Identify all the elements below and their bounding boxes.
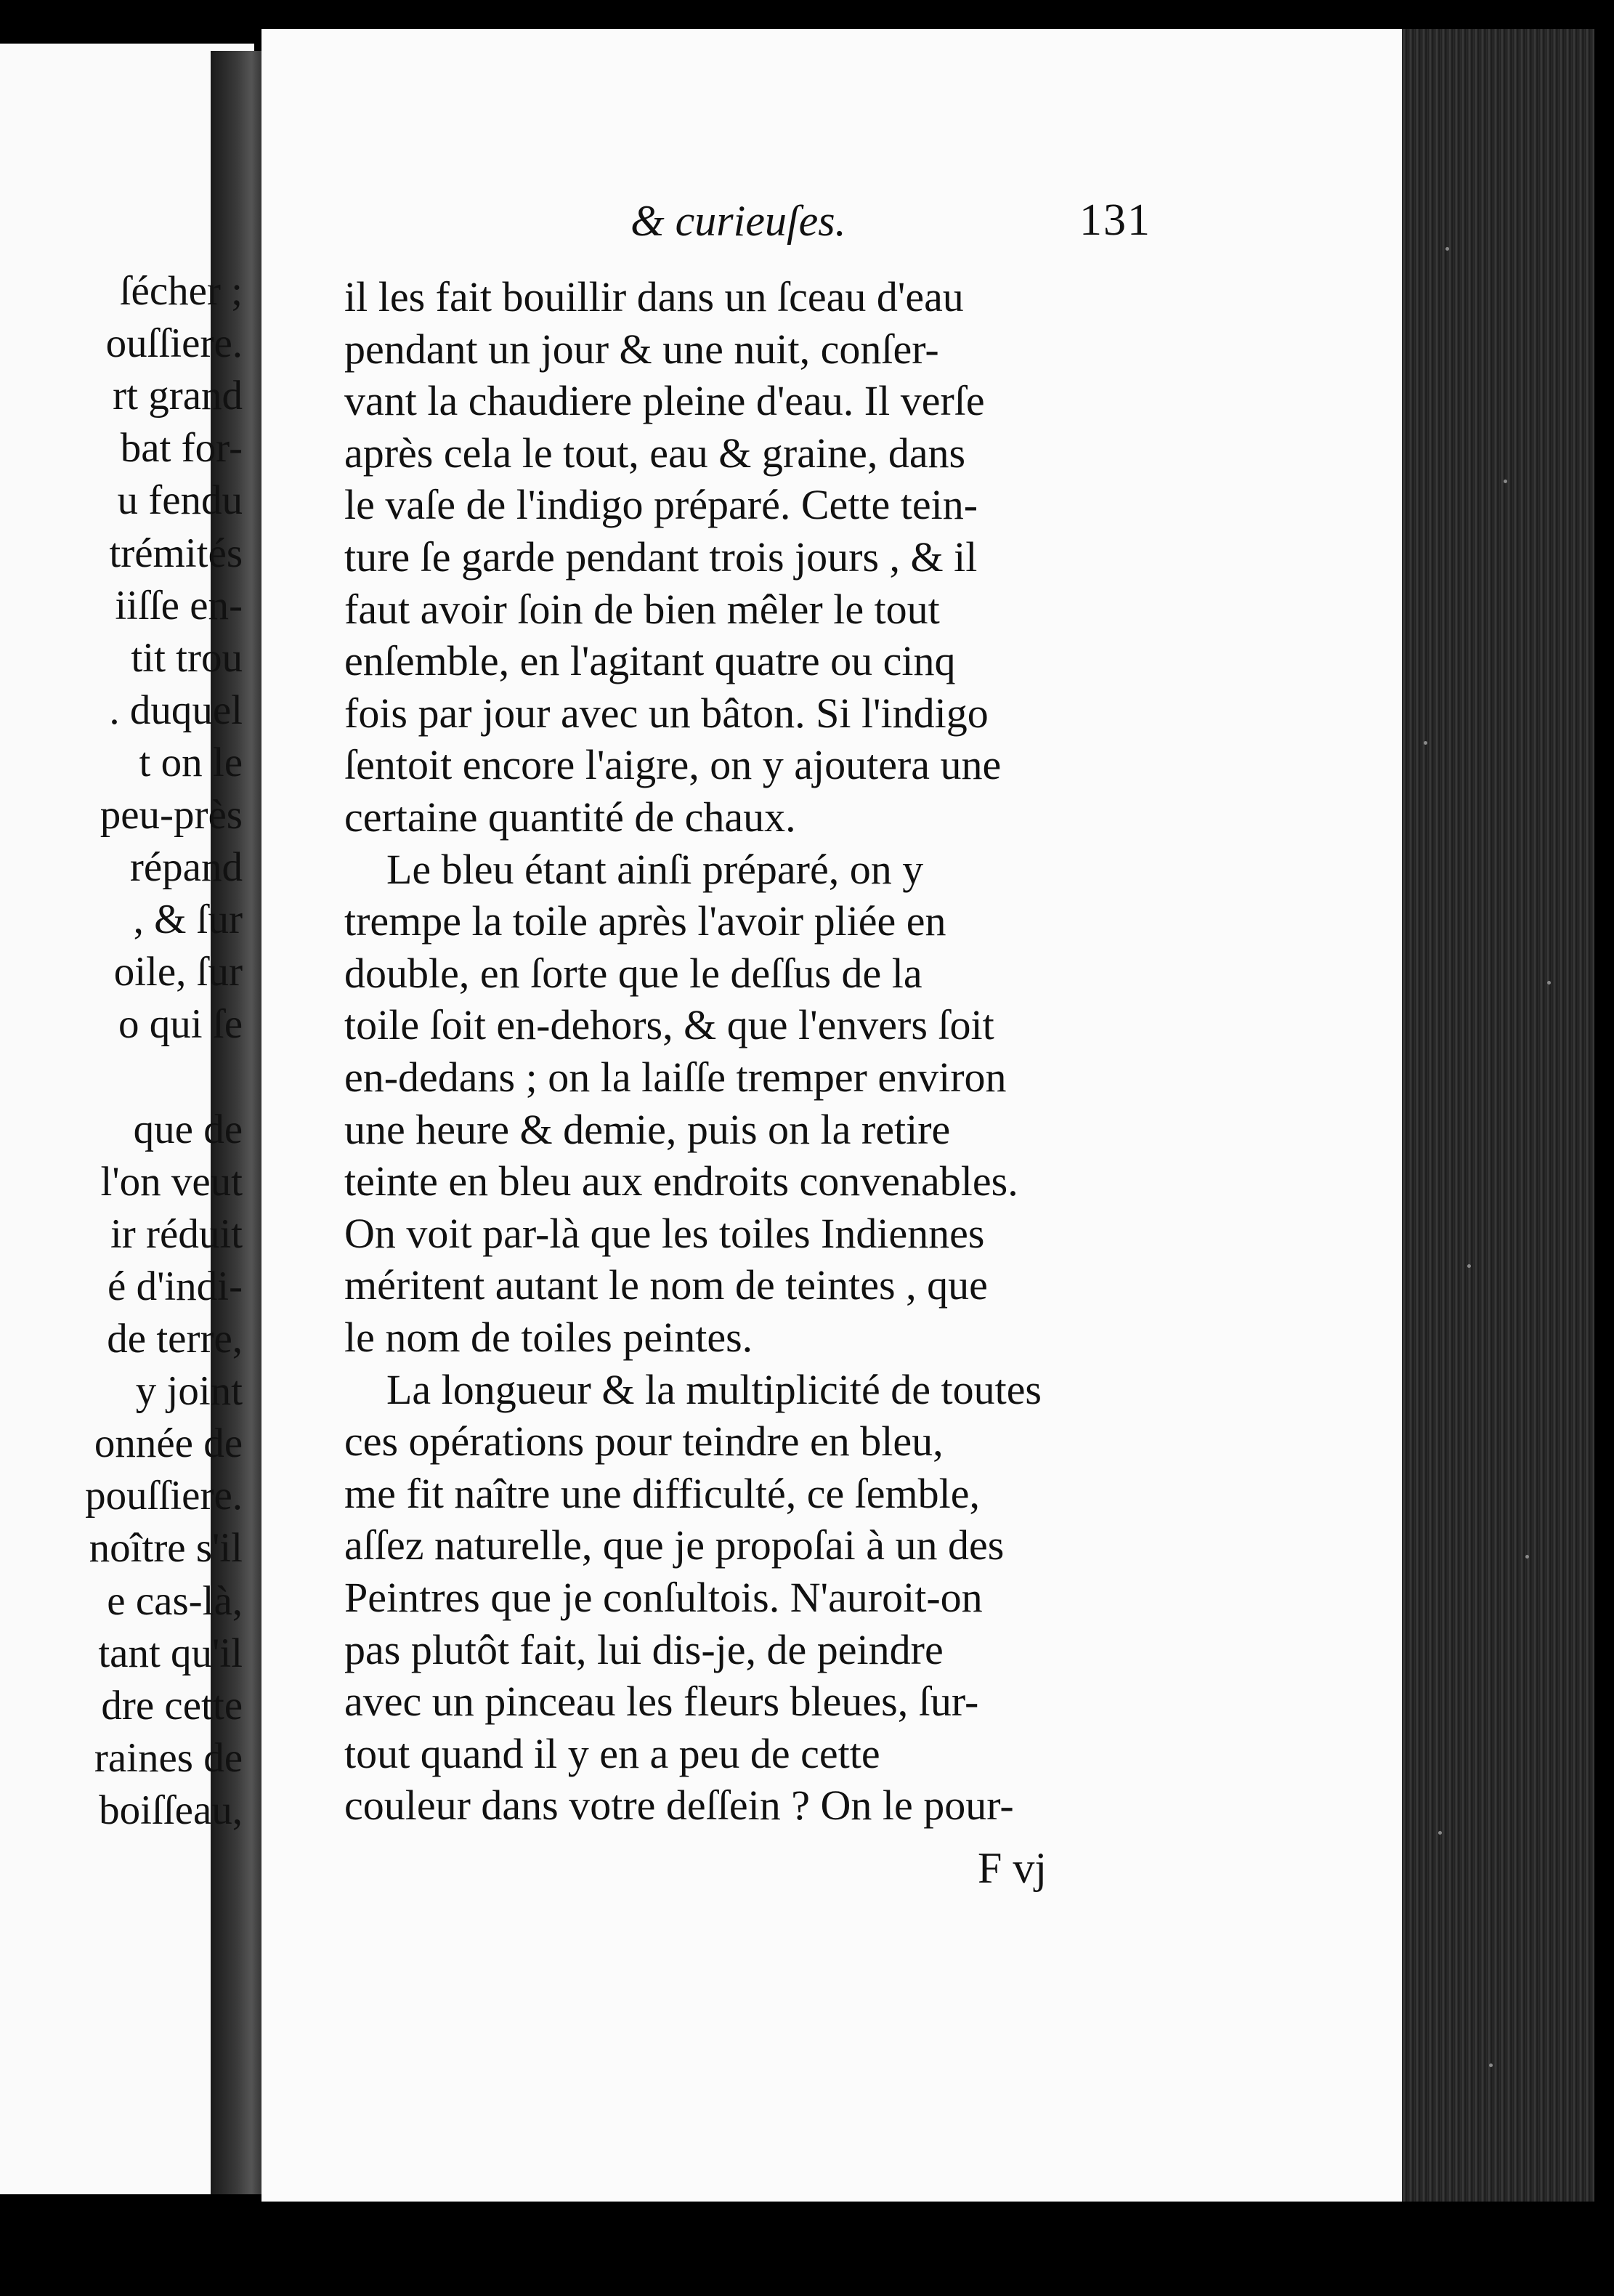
signature-mark: F vj: [978, 1844, 1047, 1892]
left-text-line: o qui ſe: [118, 1001, 243, 1048]
body-text-line: pas plutôt fait, lui dis-je, de peindre: [344, 1625, 944, 1673]
body-text-line: ture ſe garde pendant trois jours , & il: [344, 533, 978, 581]
book-fore-edge: [1402, 29, 1594, 2202]
body-text-line: méritent autant le nom de teintes , que: [344, 1261, 988, 1309]
left-text-line: . duquel: [109, 687, 243, 733]
body-text-line: ces opérations pour teindre en bleu,: [344, 1418, 944, 1466]
left-text-line: iiſſe en-: [115, 582, 243, 628]
body-text-line: teinte en bleu aux endroits convenables.: [344, 1157, 1018, 1205]
body-text-line: Peintres que je conſultois. N'auroit-on: [344, 1574, 983, 1621]
left-text-line: rt grand: [113, 373, 243, 419]
left-text-line: onnée de: [94, 1420, 243, 1467]
left-text-line: t on le: [139, 739, 243, 785]
body-text-line: fois par jour avec un bâton. Si l'indigo: [344, 689, 989, 737]
left-text-line: peu-près: [100, 792, 243, 838]
body-text-line: Le bleu étant ainſi préparé, on y: [344, 845, 924, 893]
body-text-line: pendant un jour & une nuit, conſer-: [344, 325, 939, 373]
body-text-line: trempe la toile après l'avoir pliée en: [344, 897, 946, 945]
body-text-line: ſentoit encore l'aigre, on y ajoutera une: [344, 741, 1002, 789]
left-text-line: l'on veut: [100, 1158, 243, 1205]
left-text-line: répand: [129, 844, 243, 891]
left-text-line: dre cette: [101, 1682, 243, 1729]
body-text-line: une heure & demie, puis on la retire: [344, 1105, 951, 1153]
body-text-line: le nom de toiles peintes.: [344, 1314, 753, 1361]
page-number: 131: [1079, 195, 1151, 245]
left-text-line: tit trou: [131, 634, 243, 681]
body-text-line: On voit par-là que les toiles Indiennes: [344, 1209, 985, 1257]
left-text-line: bat for-: [120, 425, 243, 472]
left-text-line: trémités: [109, 530, 243, 576]
body-text-line: me fit naître une difficulté, ce ſemble,: [344, 1469, 981, 1517]
left-text-line: y joint: [135, 1368, 243, 1415]
body-text-line: il les fait bouillir dans un ſceau d'eau: [344, 273, 964, 320]
left-text-line: pouſſiere.: [85, 1473, 243, 1519]
left-text-line: noître s'il: [89, 1525, 243, 1572]
left-text-line: oile, ſur: [113, 949, 243, 995]
left-text-line: , & ſur: [133, 897, 243, 943]
left-text-line: u fendu: [117, 477, 243, 524]
body-text-line: couleur dans votre deſſein ? On le pour-: [344, 1782, 1014, 1830]
left-text-line: é d'indi-: [108, 1263, 243, 1309]
left-text-line: que de: [133, 1106, 243, 1152]
body-text-line: tout quand il y en a peu de cette: [344, 1729, 880, 1777]
body-text-line: en-dedans ; on la laiſſe tremper environ: [344, 1054, 1007, 1101]
left-text-line: tant qu'il: [98, 1630, 243, 1676]
left-text-line: raines de: [94, 1734, 243, 1781]
left-text-line: ir réduit: [110, 1210, 243, 1257]
left-text-line: ſécher ;: [119, 268, 243, 314]
body-text-line: La longueur & la multiplicité de toutes: [344, 1365, 1042, 1413]
body-text-line: aſſez naturelle, que je propoſai à un des: [344, 1521, 1005, 1569]
body-text-line: double, en ſorte que le deſſus de la: [344, 949, 922, 997]
body-text-line: enſemble, en l'agitant quatre ou cinq: [344, 637, 956, 685]
running-header: & curieuſes.: [630, 197, 846, 245]
body-text-line: avec un pinceau les fleurs bleues, ſur-: [344, 1678, 979, 1726]
left-text-line: e cas-là,: [107, 1577, 243, 1624]
body-text-line: vant la chaudiere pleine d'eau. Il verſe: [344, 377, 985, 425]
body-text-line: toile ſoit en-dehors, & que l'envers ſoit: [344, 1001, 994, 1049]
body-text-line: certaine quantité de chaux.: [344, 793, 796, 841]
left-text-line: boiſſeau,: [99, 1787, 243, 1833]
left-text-line: de terre,: [107, 1316, 243, 1362]
body-text-line: faut avoir ſoin de bien mêler le tout: [344, 585, 940, 633]
body-text-line: le vaſe de l'indigo préparé. Cette tein-: [344, 481, 978, 529]
left-text-line: ouſſiere.: [105, 320, 243, 367]
body-text-line: après cela le tout, eau & graine, dans: [344, 429, 966, 477]
